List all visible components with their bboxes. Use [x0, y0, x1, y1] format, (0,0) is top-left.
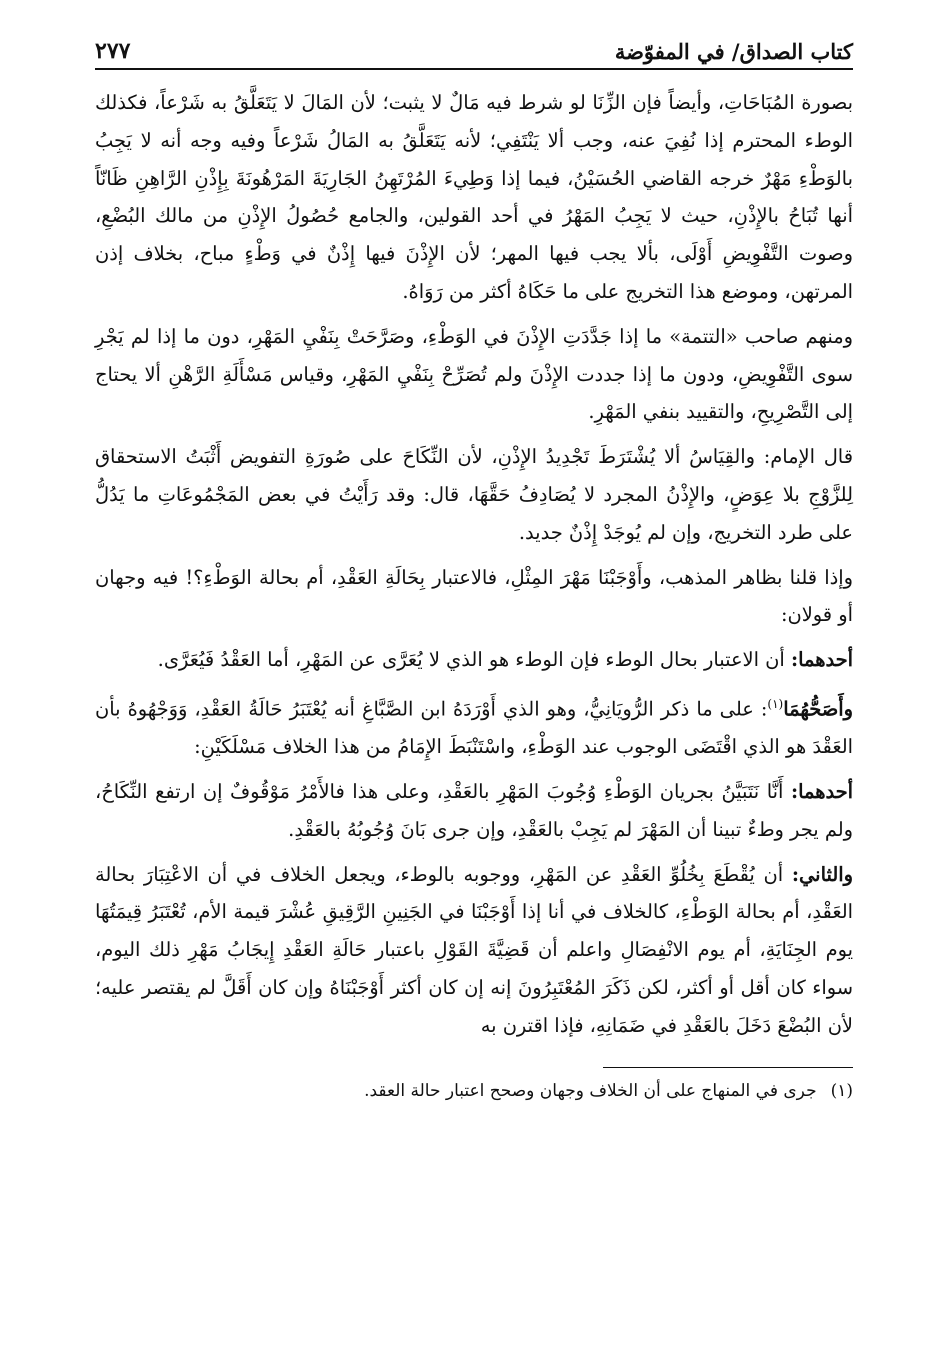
paragraph [95, 84, 853, 311]
paragraph [95, 318, 853, 431]
paragraph [95, 686, 853, 766]
footnote-number: (١) [830, 1080, 853, 1101]
chapter-title: كتاب الصداق/ في المفوّضة [614, 39, 853, 64]
paragraph-text: أن يُقْطَعَ بِخُلُوِّ العَقْدِ عن المَهْرِ، ووجوبه بالوطء، ويجعل الخلاف في أن الاعْتِبَارَ بحالة العَقْدِ، أم بحالة الوَطْءِ، كالخلاف في أنا إذا أَوْجَبْنَا في الجَنِينِ الرَّقِيقِ عُشْرَ قيمة الأم، تُعْتَبَرُ قِيمَتُهَا يوم الجِنَايَةِ، أم يوم الانْفِصَالِ واعلم أن قَضِيَّةَ القَوْلِ باعتبار حَالَةِ العَقْدِ إِيجَابُ مَهْرِ ذلك اليوم، سواء كان أقل أو أكثر، لكن ذَكَرَ المُعْتَبِرُونَ إنه إن كان أكثر أَوْجَبْنَاهُ وإن كان أَقَلَّ لم يقتصر عليه؛ لأن البُضْعَ دَخَلَ بالعَقْدِ في ضَمَانِهِ، فإذا اقترن به [95, 862, 853, 1037]
paragraph-text: ومنهم صاحب «التتمة» ما إذا جَدَّدَتِ الإِذْنَ في الوَطْءِ، وصَرَّحَتْ بِنَفْيِ المَهْرِ، دون ما إذا لم يَجْرِ سوى التَّفْوِيضِ، ودون ما إذا جددت الإِذْنَ ولم تُصَرِّحْ بِنَفْيِ المَهْرِ، وقياس مَسْأَلَةِ الرَّهْنِ ألا يحتاج إلى التَّصْرِيحِ، والتقييد بنفي المَهْرِ. [95, 324, 853, 424]
paragraph-lead: أحدهما: [790, 648, 853, 672]
paragraph-lead: أحدهما: [790, 780, 853, 804]
footnote-text: جرى في المنهاج على أن الخلاف وجهان وصحح اعتبار حالة العقد. [364, 1080, 817, 1101]
page-number: ٢٧٧ [95, 38, 131, 64]
paragraph [95, 856, 853, 1045]
paragraph-text: أَنَّا نَتَبَيَّنُ بجريان الوَطْءِ وُجُوبَ المَهْرِ بالعَقْدِ، وعلى هذا فالأَمْرُ مَوْقُوفٌ إن ارتفع النِّكَاحُ، ولم يجر وطءٌ تبينا أن المَهْرَ لم يَجِبْ بالعَقْدِ، وإن جرى بَانَ وُجُوبُهُ بالعَقْدِ. [95, 780, 853, 841]
paragraph-lead: وأَصَحُّهُمَا [783, 697, 853, 721]
page-body [95, 84, 853, 1045]
paragraph-text: : على ما ذكر الرُّويَانِيُّ، وهو الذي أَوْرَدَهُ ابن الصَّبَّاغِ أنه يُعْتَبَرُ حَالَةُ العَقْدِ، وَوَجْهُوهُ بأن العَقْدَ هو الذي اقْتَضَى الوجوب عند الوَطْءِ، واسْتَنْبَطَ الإِمَامُ من هذا الخلاف مَسْلَكَيْنِ: [95, 697, 853, 759]
paragraph [95, 641, 853, 679]
paragraph-text: قال الإمام: والقِيَاسُ ألا يُشْتَرَطَ تَجْدِيدُ الإِذْنِ، لأن النِّكَاحَ على صُورَةِ التفويض أَثْبَتُ الاستحقاق لِلزَّوْجِ بلا عِوَضٍ، والإِذْنُ المجرد لا يُصَادِفُ حَقَّهَا، قال: وقد رَأَيْتُ في بعض المَجْمُوعَاتِ ما يَدُلُّ على طرد التخريج، وإن لم يُوجَدْ إِذْنٌ جديد. [95, 445, 853, 544]
paragraph-text: وإذا قلنا بظاهر المذهب، وأَوْجَبْنَا مَهْرَ المِثْلِ، فالاعتبار بِحَالَةِ العَقْدِ، أم بحالة الوَطْءِ؟! فيه وجهان أو قولان: [95, 565, 853, 627]
footnote-divider [603, 1067, 853, 1068]
footnote [95, 1076, 853, 1106]
paragraph-text: بصورة المُبَاحَاتِ، وأيضاً فإن الزِّنَا لو شرط فيه مَالٌ لا يثبت؛ لأن المَالَ لا يَتَعَلَّقُ به شَرْعاً، فكذلك الوطء المحترم إذا نُفِيَ عنه، وجب ألا يَنْتَفِي؛ لأنه يَتَعَلَّقُ به المَالُ شَرْعاً وفيه وجه أنه لا يَجِبُ بالوَطْءِ مَهْرٌ خرجه القاضي الحُسَيْنُ، فيما إذا وَطِيءَ المُرْتَهِنُ الجَارِيَةَ المَرْهُونَةَ بِإِذْنِ الرَّاهِنِ ظَانّاً أنها تُبَاحُ بالإِذْنِ، حيث لا يَجِبُ المَهْرُ في أحد القولين، والجامع حُصُولُ الإِذْنِ من مالك البُضْعِ، وصوت التَّفْوِيضِ أَوْلَى، بألا يجب فيها المهر؛ لأن الإِذْنَ فيها إِذْنٌ في وَطْءٍ مباح، بخلاف إذن المرتهن، وموضع هذا التخريج على ما حَكَاهُ أكثر من رَوَاهُ. [95, 91, 853, 303]
paragraph-text: أن الاعتبار بحال الوطء فإن الوطء هو الذي لا يُعَرَّى عن المَهْرِ، أما العَقْدُ فَيُعَرَّى. [157, 648, 785, 672]
paragraph-lead: والثاني: [791, 862, 853, 886]
book-page [95, 22, 853, 1106]
paragraph [95, 438, 853, 551]
paragraph [95, 559, 853, 635]
running-header [95, 22, 853, 70]
paragraph [95, 773, 853, 849]
footnote-reference[interactable]: (١) [767, 696, 784, 711]
